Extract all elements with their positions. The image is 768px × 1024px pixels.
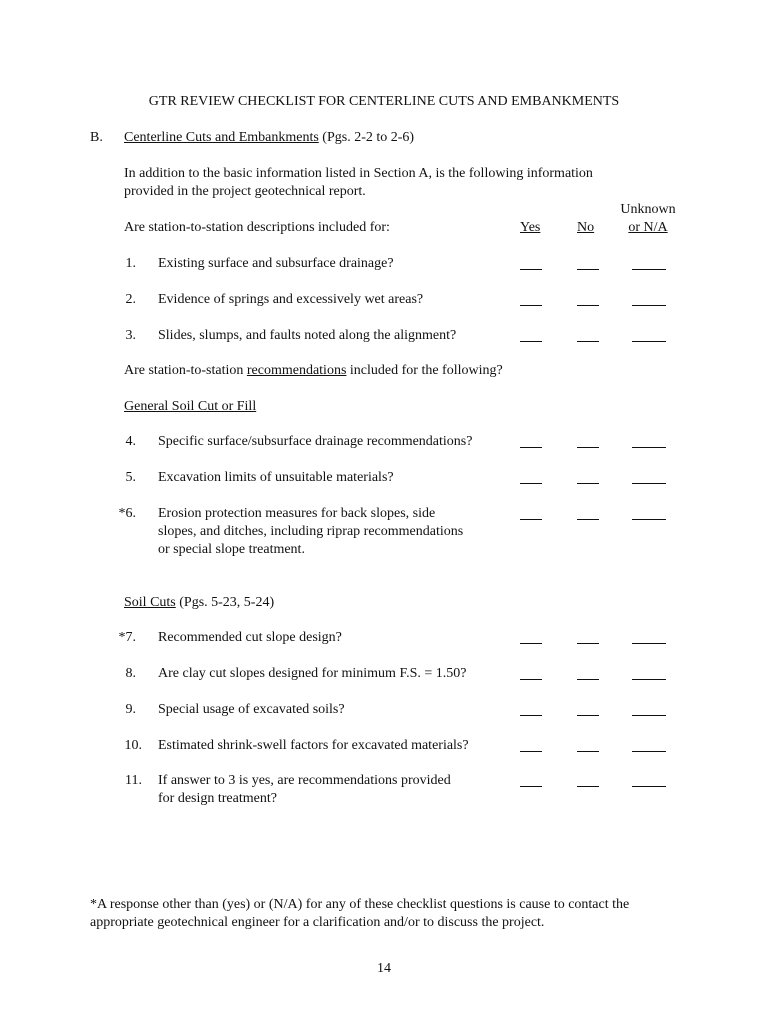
- question-number: 9.: [125, 702, 136, 717]
- section-letter: B.: [90, 130, 103, 145]
- question-number: *7.: [118, 630, 136, 645]
- page-number: 14: [377, 961, 391, 976]
- answer-unknown-blank[interactable]: [632, 715, 666, 716]
- answer-unknown-blank[interactable]: [632, 643, 666, 644]
- column-header-unknown: Unknown: [620, 202, 676, 217]
- answer-no-blank[interactable]: [577, 519, 599, 520]
- answer-unknown-blank[interactable]: [632, 483, 666, 484]
- question-text: or special slope treatment.: [158, 542, 305, 557]
- question-number: 1.: [125, 256, 136, 271]
- answer-yes-blank[interactable]: [520, 483, 542, 484]
- column-header-na: or N/A: [628, 220, 668, 235]
- question-text: Special usage of excavated soils?: [158, 702, 345, 717]
- question-text: Specific surface/subsurface drainage recommendations?: [158, 434, 473, 449]
- question-number: 11.: [125, 773, 142, 788]
- answer-unknown-blank[interactable]: [632, 519, 666, 520]
- answer-yes-blank[interactable]: [520, 269, 542, 270]
- answer-unknown-blank[interactable]: [632, 269, 666, 270]
- question-text: slopes, and ditches, including riprap recommendations: [158, 524, 464, 539]
- answer-no-blank[interactable]: [577, 269, 599, 270]
- subsection-soil-cuts-heading: [124, 594, 274, 613]
- intro-line-1: In addition to the basic information listed in Section A, is the following information: [124, 166, 593, 181]
- section-heading: [124, 129, 414, 148]
- answer-no-blank[interactable]: [577, 715, 599, 716]
- answer-yes-blank[interactable]: [520, 751, 542, 752]
- answer-yes-blank[interactable]: [520, 643, 542, 644]
- recommendations-prompt-underlined: recommendations: [246, 363, 347, 378]
- answer-no-blank[interactable]: [577, 679, 599, 680]
- answer-no-blank[interactable]: [577, 305, 599, 306]
- answer-yes-blank[interactable]: [520, 715, 542, 716]
- question-number: 3.: [125, 328, 136, 343]
- question-text: Estimated shrink-swell factors for excavated materials?: [158, 738, 469, 753]
- recommendations-prompt: [124, 362, 503, 381]
- soil-cuts-label: Soil Cuts: [124, 595, 176, 610]
- answer-no-blank[interactable]: [577, 643, 599, 644]
- answer-no-blank[interactable]: [577, 751, 599, 752]
- intro-line-2: provided in the project geotechnical report.: [124, 184, 366, 199]
- answer-unknown-blank[interactable]: [632, 341, 666, 342]
- question-text: If answer to 3 is yes, are recommendations provided: [158, 773, 451, 788]
- question-number: 5.: [125, 470, 136, 485]
- answer-unknown-blank[interactable]: [632, 679, 666, 680]
- question-text: Recommended cut slope design?: [158, 630, 342, 645]
- footnote-line-2: appropriate geotechnical engineer for a clarification and/or to discuss the project.: [90, 915, 545, 930]
- question-number: 4.: [125, 434, 136, 449]
- answer-no-blank[interactable]: [577, 483, 599, 484]
- footnote-line-1: *A response other than (yes) or (N/A) for any of these checklist questions is cause to contact the: [90, 897, 630, 912]
- answer-no-blank[interactable]: [577, 786, 599, 787]
- answer-no-blank[interactable]: [577, 447, 599, 448]
- question-text: Slides, slumps, and faults noted along the alignment?: [158, 328, 457, 343]
- column-header-no: No: [577, 220, 595, 235]
- recommendations-prompt-after: included for the following?: [346, 363, 503, 378]
- answer-yes-blank[interactable]: [520, 679, 542, 680]
- question-text: Erosion protection measures for back slopes, side: [158, 506, 436, 521]
- answer-unknown-blank[interactable]: [632, 786, 666, 787]
- subsection-general-heading: General Soil Cut or Fill: [124, 399, 257, 414]
- question-number: 2.: [125, 292, 136, 307]
- descriptions-prompt: Are station-to-station descriptions included for:: [124, 220, 390, 235]
- recommendations-prompt-before: Are station-to-station: [124, 363, 247, 378]
- answer-yes-blank[interactable]: [520, 447, 542, 448]
- answer-no-blank[interactable]: [577, 341, 599, 342]
- question-number: 8.: [125, 666, 136, 681]
- question-text: Excavation limits of unsuitable materials?: [158, 470, 394, 485]
- answer-unknown-blank[interactable]: [632, 751, 666, 752]
- section-heading-text: Centerline Cuts and Embankments: [124, 130, 319, 145]
- question-text: Existing surface and subsurface drainage?: [158, 256, 394, 271]
- question-number: *6.: [118, 506, 136, 521]
- question-number: 10.: [124, 738, 142, 753]
- answer-yes-blank[interactable]: [520, 786, 542, 787]
- answer-unknown-blank[interactable]: [632, 447, 666, 448]
- answer-yes-blank[interactable]: [520, 341, 542, 342]
- question-text: for design treatment?: [158, 791, 277, 806]
- answer-yes-blank[interactable]: [520, 519, 542, 520]
- column-header-yes: Yes: [520, 220, 541, 235]
- question-text: Are clay cut slopes designed for minimum F.S. = 1.50?: [158, 666, 467, 681]
- section-heading-pages: (Pgs. 2-2 to 2-6): [318, 130, 415, 145]
- answer-unknown-blank[interactable]: [632, 305, 666, 306]
- page-title: GTR REVIEW CHECKLIST FOR CENTERLINE CUTS AND EMBANKMENTS: [148, 94, 620, 109]
- soil-cuts-pages: (Pgs. 5-23, 5-24): [175, 595, 275, 610]
- question-text: Evidence of springs and excessively wet areas?: [158, 292, 424, 307]
- answer-yes-blank[interactable]: [520, 305, 542, 306]
